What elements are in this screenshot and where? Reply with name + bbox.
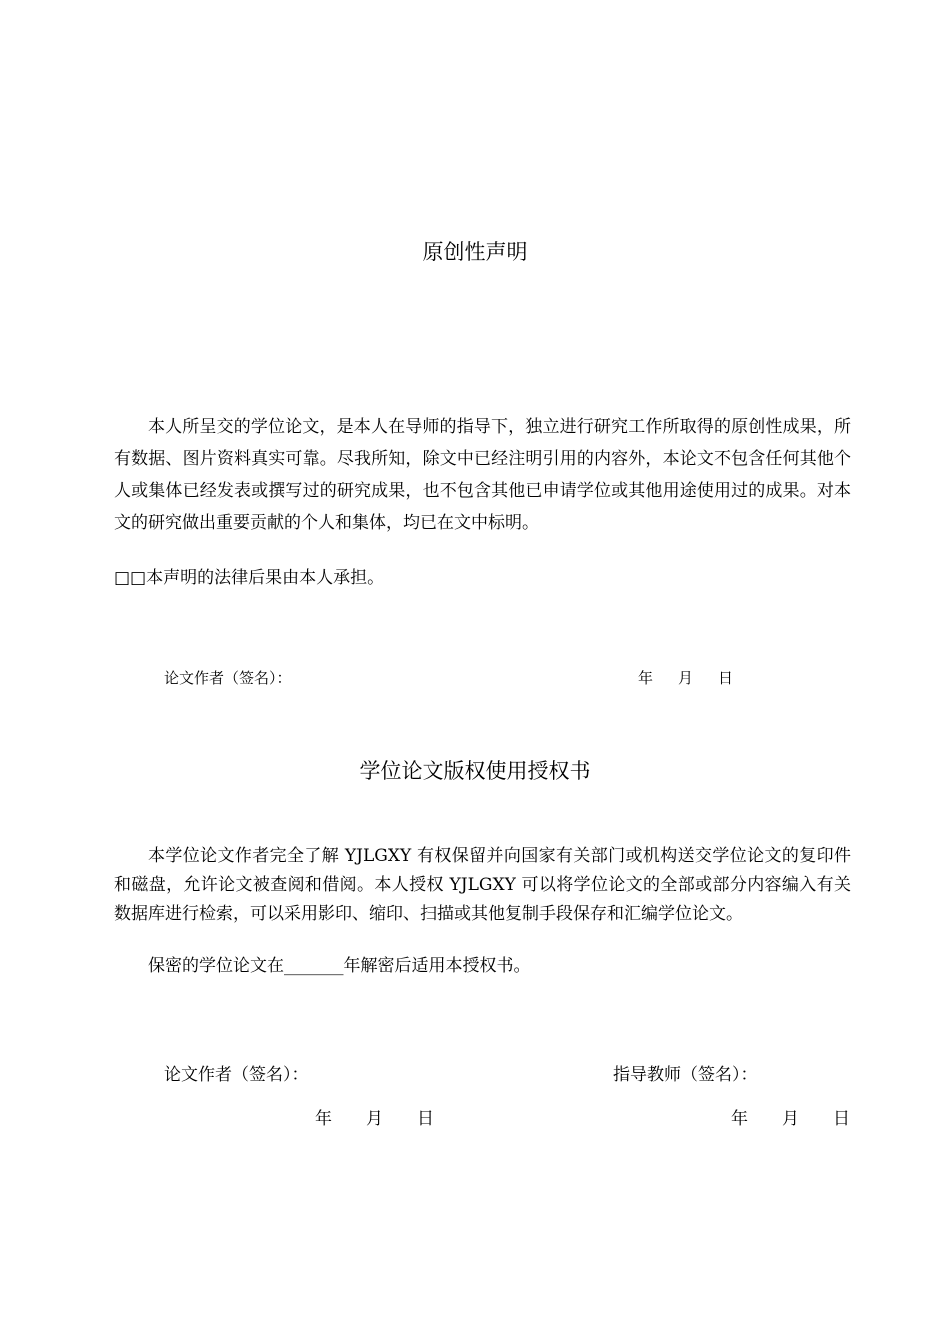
- day-label: 日: [718, 669, 734, 687]
- month-label: 月: [678, 669, 694, 687]
- declaration-liability: □□本声明的法律后果由本人承担。: [114, 568, 385, 588]
- declaration-paragraph: 本人所呈交的学位论文，是本人在导师的指导下，独立进行研究工作所取得的原创性成果，所有数据、图片资料真实可靠。尽我所知，除文中已经注明引用的内容外，本论文不包含任何其他个人或集体已经发表或撰写过的研究成果，也不包含其他已申请学位或其他用途使用过的成果。对本文的研究做出重要贡献的个人和集体，均已在文中标明。: [114, 417, 851, 533]
- declaration-title: 原创性声明: [422, 240, 528, 264]
- authorization-title: 学位论文版权使用授权书: [359, 759, 591, 783]
- day-label: 日: [417, 1109, 434, 1129]
- year-label: 年: [315, 1109, 332, 1129]
- authorization-advisor-signature-label: 指导教师（签名）：: [613, 1065, 758, 1085]
- day-label: 日: [833, 1109, 850, 1129]
- year-label: 年: [638, 669, 654, 687]
- authorization-author-date: [315, 1107, 434, 1131]
- month-label: 月: [782, 1109, 799, 1129]
- authorization-author-signature-label: 论文作者（签名）：: [164, 1065, 309, 1085]
- authorization-advisor-date: [731, 1107, 850, 1131]
- year-label: 年: [731, 1109, 748, 1129]
- declaration-date: [638, 666, 733, 690]
- authorization-paragraph: 本学位论文作者完全了解 YJLGXY 有权保留并向国家有关部门或机构送交学位论文的复印件和磁盘，允许论文被查阅和借阅。本人授权 YJLGXY 可以将学位论文的全部或部分内容编入有关数据库进行检索，可以采用影印、缩印、扫描或其他复制手段保存和汇编学位论文。: [114, 846, 851, 924]
- month-label: 月: [366, 1109, 383, 1129]
- authorization-confidential-note: 保密的学位论文在_______年解密后适用本授权书。: [148, 956, 531, 976]
- declaration-author-signature-label: 论文作者（签名）：: [164, 669, 292, 687]
